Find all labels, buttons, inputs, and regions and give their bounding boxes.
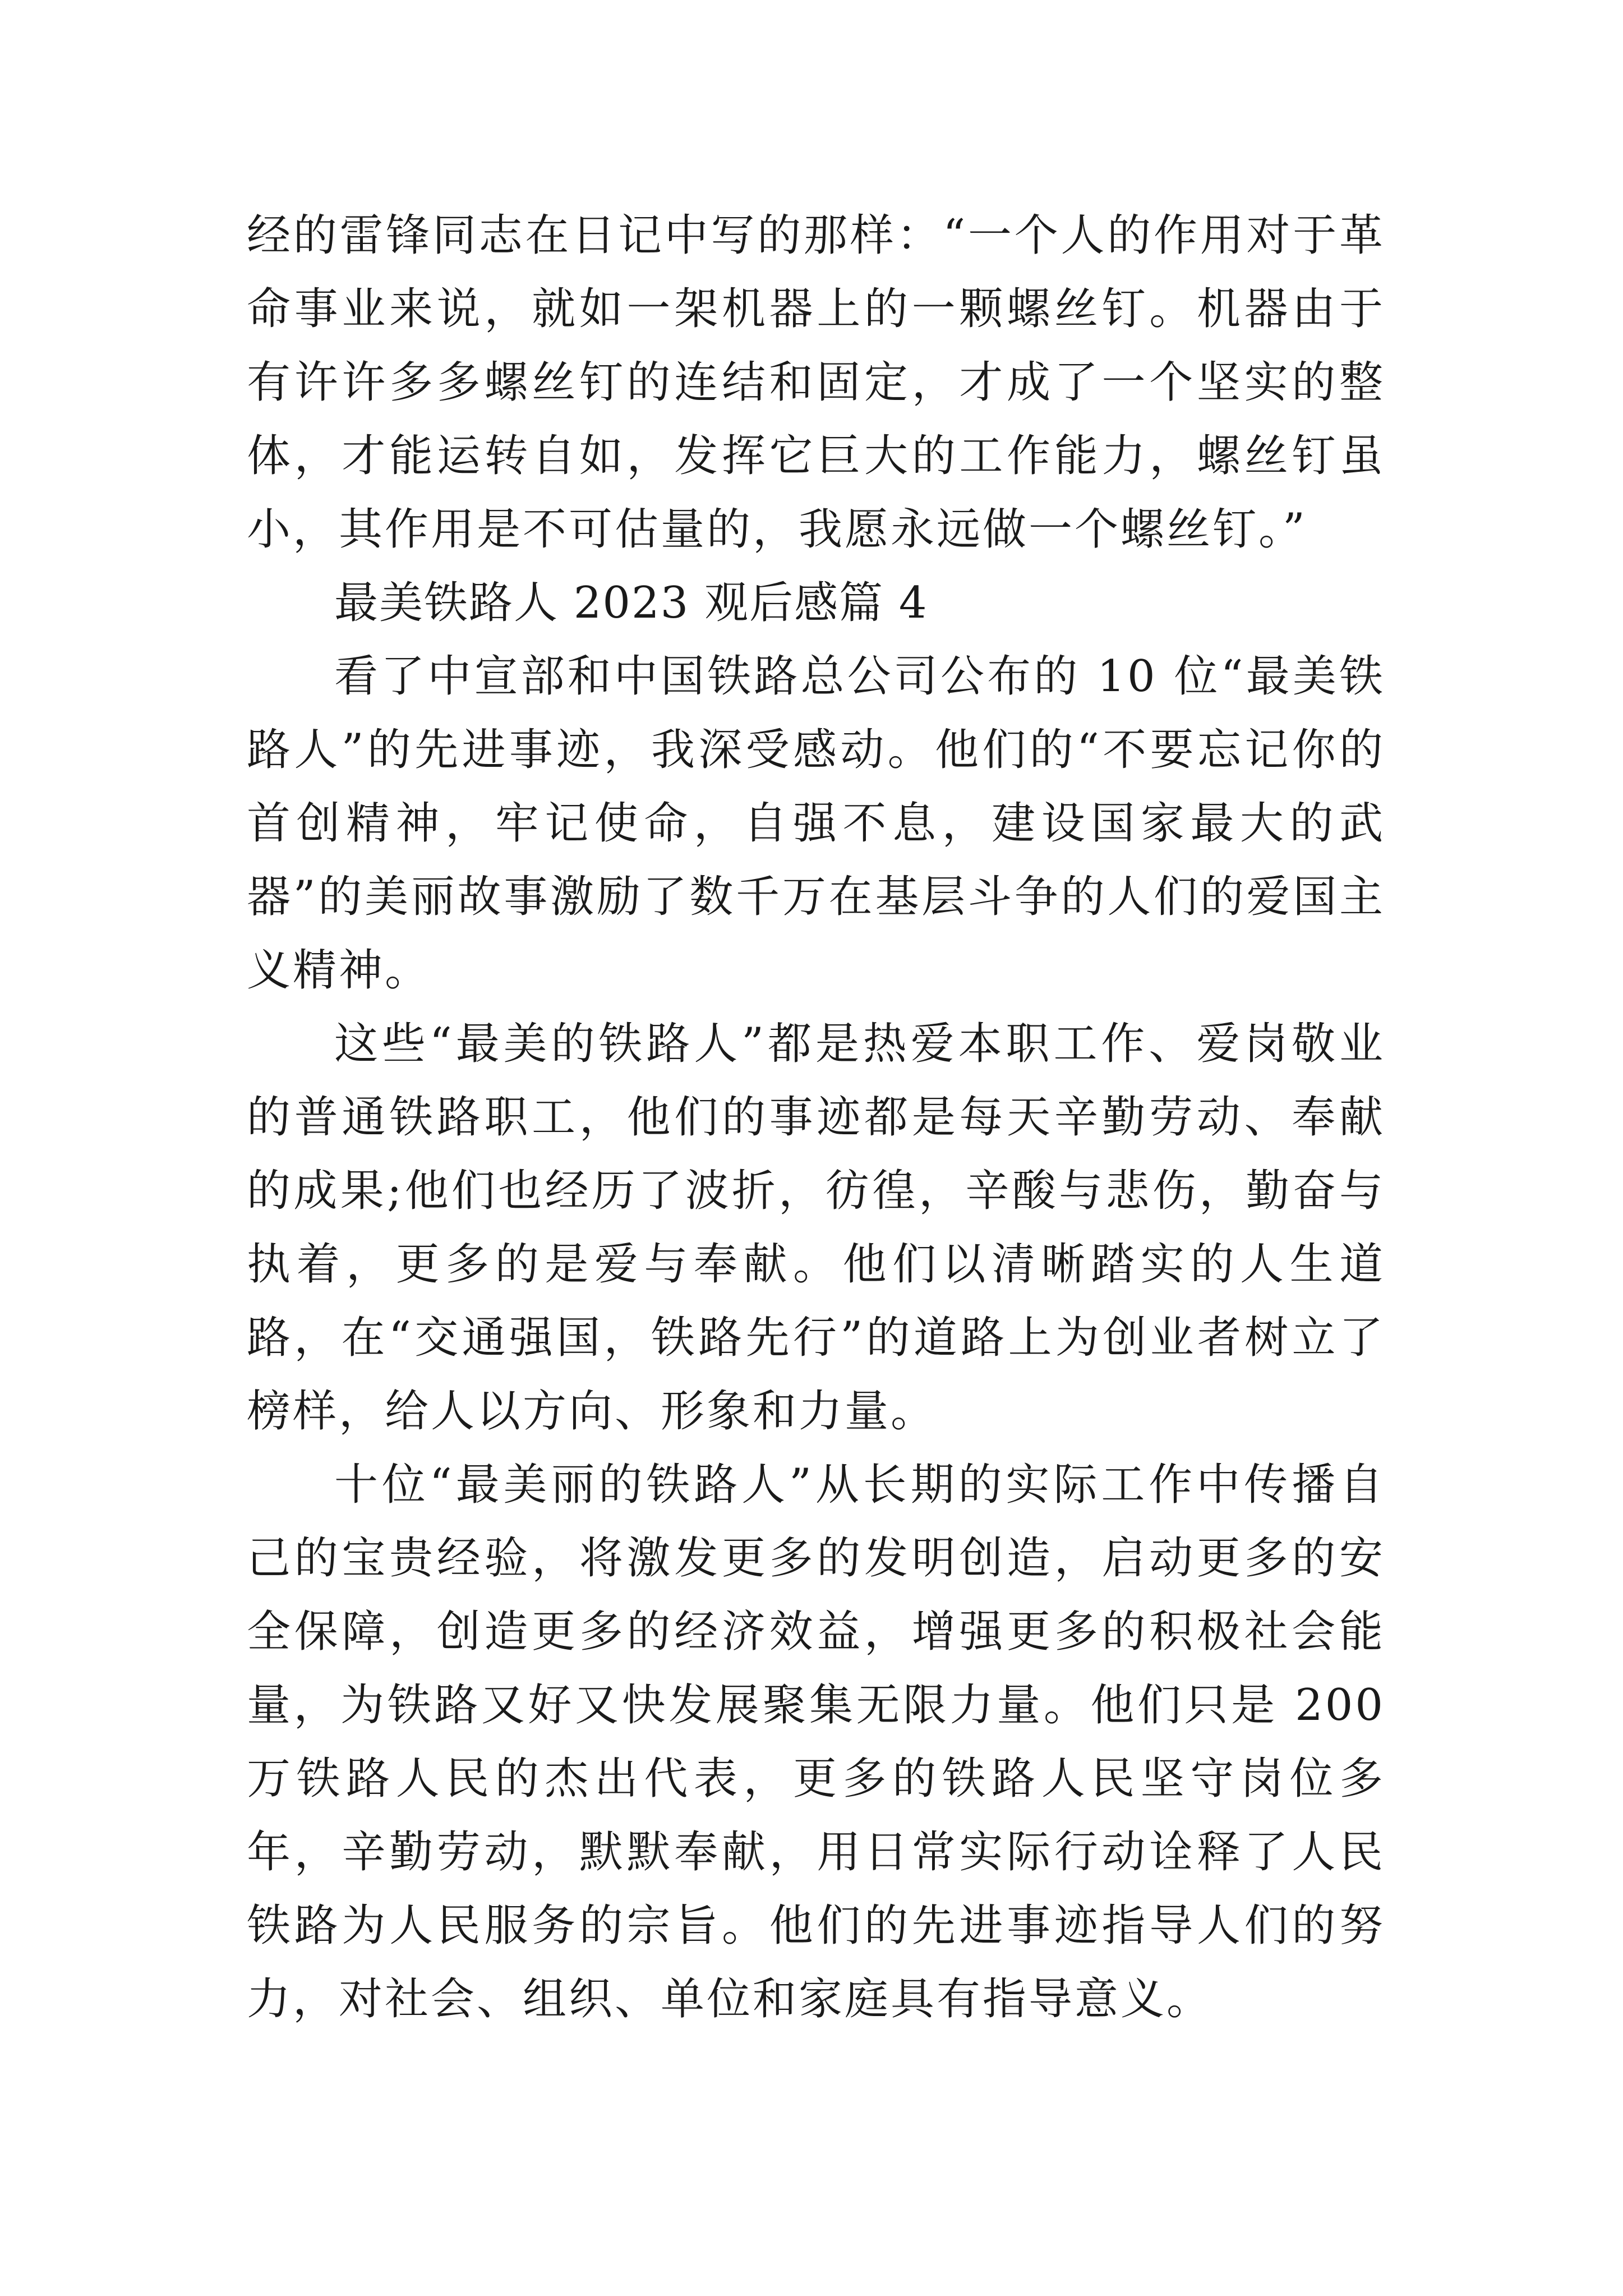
paragraph-continuation: 经的雷锋同志在日记中写的那样：“一个人的作用对于革命事业来说，就如一架机器上的一颗螺丝钉。机器由于有许许多多螺丝钉的连结和固定，才成了一个坚实的整体，才能运转自如，发挥它巨大的工作能力，螺丝钉虽小，其作用是不可估量的，我愿永远做一个螺丝钉。” (247, 210, 1385, 555)
paragraph: 十位“最美丽的铁路人”从长期的实际工作中传播自己的宝贵经验，将激发更多的发明创造，启动更多的安全保障，创造更多的经济效益，增强更多的积极社会能量，为铁路又好又快发展聚集无限力量。他们只是 200 万铁路人民的杰出代表，更多的铁路人民坚守岗位多年，辛勤劳动，默默奉献，用日常实际行动诠释了人民铁路为人民服务的宗旨。他们的先进事迹指导人们的努力，对社会、组织、单位和家庭具有指导意义。 (247, 1460, 1385, 2024)
document-body (247, 199, 1385, 2036)
paragraph: 看了中宣部和中国铁路总公司公布的 10 位“最美铁路人”的先进事迹，我深受感动。他们的“不要忘记你的首创精神，牢记使命，自强不息，建设国家最大的武器”的美丽故事激励了数千万在基层斗争的人们的爱国主义精神。 (247, 651, 1385, 996)
paragraph: 这些“最美的铁路人”都是热爱本职工作、爱岗敬业的普通铁路职工，他们的事迹都是每天辛勤劳动、奉献的成果;他们也经历了波折，彷徨，辛酸与悲伤，勤奋与执着，更多的是爱与奉献。他们以清晰踏实的人生道路，在“交通强国，铁路先行”的道路上为创业者树立了榜样，给人以方向、形象和力量。 (247, 1019, 1385, 1437)
section-heading: 最美铁路人 2023 观后感篇 4 (334, 578, 928, 628)
